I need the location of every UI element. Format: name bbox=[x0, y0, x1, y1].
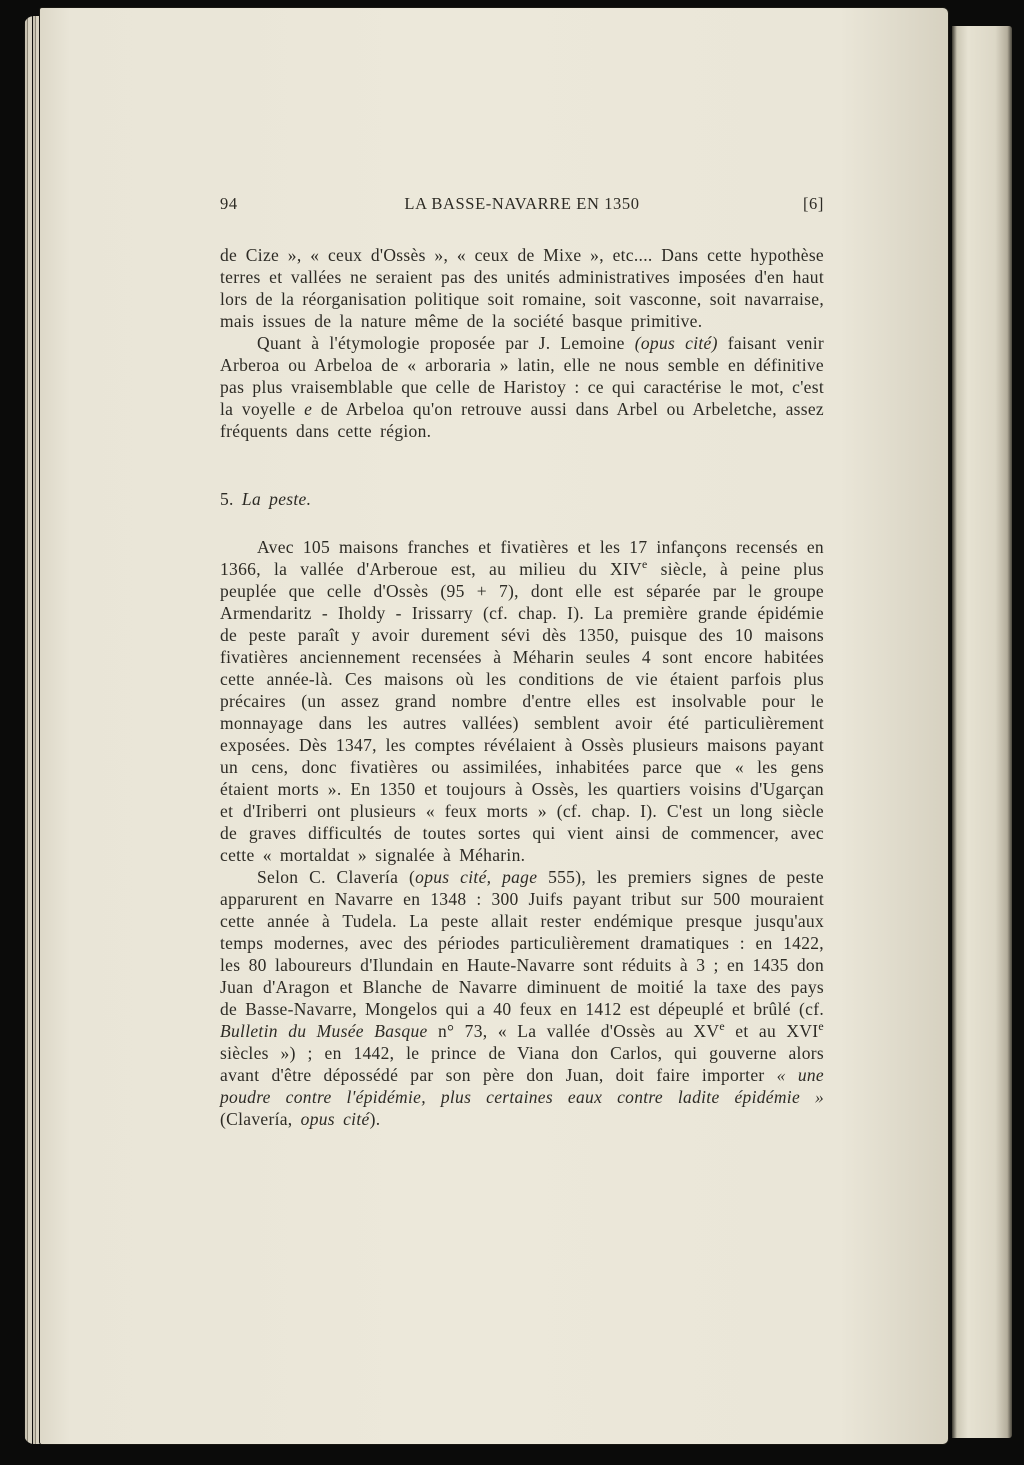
next-page-edge bbox=[952, 26, 1012, 1438]
page-content bbox=[220, 194, 824, 1130]
paragraph-2: Quant à l'étymologie proposée par J. Lemoine (opus cité) faisant venir Arberoa ou Arbeloa de « arboraria » latin, elle ne nous semble en définitive pas plus vraisemblable que celle de Haristoy : ce qui caractérise le mot, c'est la voyelle e de Arbeloa qu'on retrouve aussi dans Arbel ou Arbeletche, assez fréquents dans cette région. bbox=[220, 333, 824, 441]
page-header bbox=[220, 194, 824, 214]
paragraph-1: de Cize », « ceux d'Ossès », « ceux de Mixe », etc.... Dans cette hypothèse terres et vallées ne seraient pas des unités administratives imposées d'en haut lors de la réorganisation politique soit romaine, soit vasconne, soit navarraise, mais issues de la nature même de la société basque primitive. bbox=[220, 245, 824, 331]
paragraph-4: Selon C. Clavería (opus cité, page 555), les premiers signes de peste apparurent en Navarre en 1348 : 300 Juifs payant tribut sur 500 mouraient cette année à Tudela. La peste allait rester endémique presque jusqu'aux temps modernes, avec des périodes particulièrement dramatiques : en 1422, les 80 laboureurs d'Ilundain en Haute-Navarre sont réduits à 3 ; en 1435 don Juan d'Aragon et Blanche de Navarre diminuent de moitié la taxe des pays de Basse-Navarre, Mongelos qui a 40 feux en 1412 est dépeuplé et brûlé (cf. Bulletin du Musée Basque n° 73, « La vallée d'Ossès au XVe et au XVIe siècles ») ; en 1442, le prince de Viana don Carlos, qui gouverne alors avant d'être dépossédé par son père don Juan, doit faire importer « une poudre contre l'épidémie, plus certaines eaux contre ladite épidémie » (Clavería, opus cité). bbox=[220, 867, 824, 1129]
page-body bbox=[220, 244, 824, 1130]
folio-bracket-number: [6] bbox=[802, 194, 824, 213]
book-page bbox=[40, 8, 948, 1444]
running-title: LA BASSE-NAVARRE EN 1350 bbox=[404, 194, 640, 213]
paragraph-3: Avec 105 maisons franches et fivatières et les 17 infançons recensés en 1366, la vallée d'Arberoue est, au milieu du XIVe siècle, à peine plus peuplée que celle d'Ossès (95 + 7), dont elle est séparée par le groupe Armendaritz - Iholdy - Irissarry (cf. chap. I). La première grande épidémie de peste paraît y avoir durement sévi dès 1350, puisque des 10 maisons fivatières anciennement recensées à Méharin seules 4 sont encore habitées cette année-là. Ces maisons où les conditions de vie étaient parfois plus précaires (un assez grand nombre d'entre elles est insolvable pour le monnayage dans les autres vallées) semblent avoir été particulièrement exposées. Dès 1347, les comptes révélaient à Ossès plusieurs maisons payant un cens, donc fivatières ou assimilées, inhabitées parce que « les gens étaient morts ». En 1350 et toujours à Ossès, les quartiers voisins d'Ugarçan et d'Iriberri ont plusieurs « feux morts » (cf. chap. I). C'est un long siècle de graves difficultés de toutes sortes qui vient ainsi de commencer, avec cette « mortaldat » signalée à Méharin. bbox=[220, 537, 824, 865]
section-heading: 5. La peste. bbox=[220, 489, 312, 509]
page-number: 94 bbox=[220, 194, 238, 213]
